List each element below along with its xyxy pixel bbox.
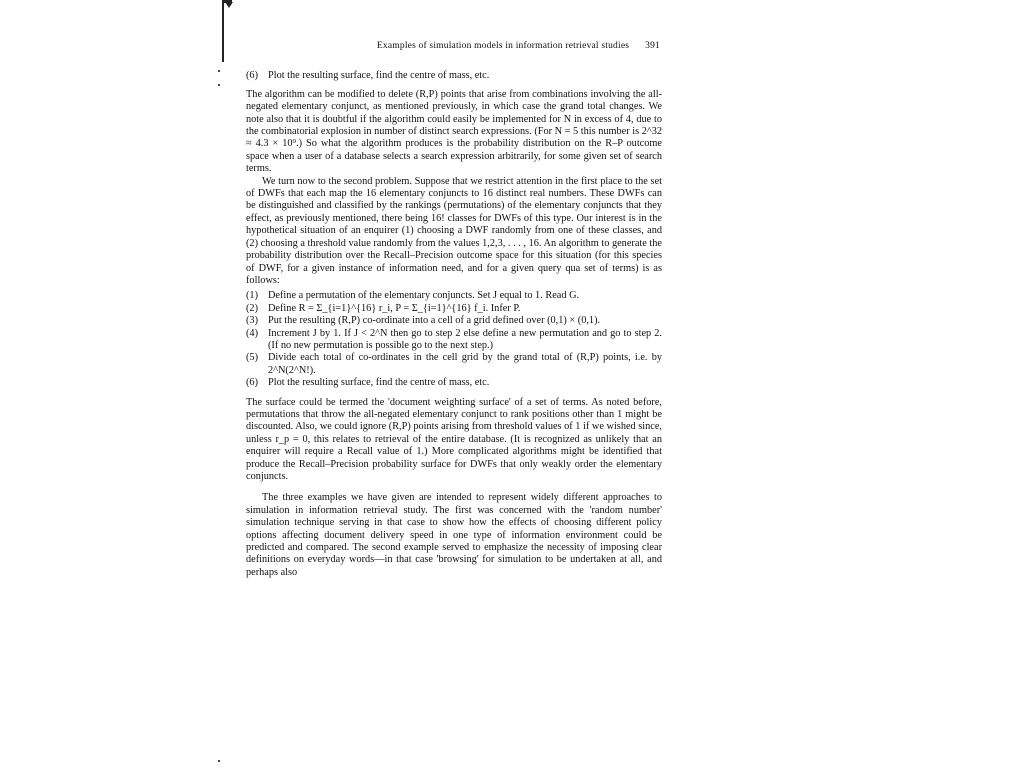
- top-item-number: (6): [246, 70, 259, 82]
- list-item: [246, 303, 662, 315]
- page-number: 391: [645, 41, 660, 51]
- step-number: (3): [246, 315, 259, 327]
- step-number: (4): [246, 327, 259, 339]
- step-text: Plot the resulting surface, find the centre of mass, etc.: [268, 377, 490, 389]
- list-item: [246, 377, 662, 389]
- paragraph-algorithm-modification: The algorithm can be modified to delete (R,P) points that arise from combinations involving the all-negated elementary conjunct, as mentioned previously, in which case the grand total changes. We note also that it is doubtful if the algorithm could easily be implemented for N in excess of 4, due to the combinatorial explosion in number of distinct search expressions. (For N = 5 this number is 2^32 ≈ 4.3 × 10⁹.) So what the algorithm produces is the probability distribution on the R–P outcome space when a user of a database selects a search expression arbitrarily, for some given set of search terms.: [246, 88, 662, 175]
- paragraph-three-examples: The three examples we have given are intended to represent widely different approaches to simulation in information retrieval study. The first was concerned with the 'random number' simulation technique serving in that case to show how the effects of choosing different policy options affecting document delivery speed in one type of information environment could be predicted and compared. The second example served to emphasize the necessity of imposing clear definitions on everyday words—in that case 'browsing' for simulation to be undertaken at all, and perhaps also: [246, 492, 662, 578]
- algorithm-steps: [246, 290, 662, 389]
- scan-arrow-mark: [225, 2, 233, 8]
- scan-speck: [218, 760, 220, 762]
- paragraph-document-weighting-surface: The surface could be termed the 'document weighting surface' of a set of terms. As noted before, permutations that throw the all-negated elementary conjunct to rank positions other than 1 might be discounted. Also, we could ignore (R,P) points arising from threshold values of 1 if we wished since, unless r_p = 0, this relates to retrieval of the entire database. (It is recognized as unlikely that an enquirer will require a Recall value of 1.) More complicated algorithms might be identified that produce the Recall–Precision probability surface for DWFs that only weakly order the elementary conjuncts.: [246, 396, 662, 482]
- scan-speck: [218, 84, 220, 86]
- running-head-title: Examples of simulation models in information retrieval studies: [376, 41, 630, 51]
- step-text: Put the resulting (R,P) co-ordinate into a cell of a grid defined over (0,1) × (0,1).: [268, 315, 601, 327]
- list-item: [246, 352, 662, 377]
- step-number: (2): [246, 302, 259, 314]
- step-number: (6): [246, 377, 259, 389]
- book-page: [246, 40, 662, 579]
- step-number: (1): [246, 290, 259, 302]
- scan-border-line: [222, 0, 224, 62]
- list-item: [246, 315, 662, 327]
- scan-speck: [218, 70, 220, 72]
- list-item: [246, 328, 662, 353]
- top-list-item: [246, 70, 662, 82]
- step-text: Increment J by 1. If J < 2^N then go to step 2 else define a new permutation and go to step 2. (If no new permutation is possible go to the next step.): [268, 327, 662, 351]
- running-head: [246, 40, 660, 52]
- list-item: [246, 290, 662, 302]
- step-text: Define a permutation of the elementary conjuncts. Set J equal to 1. Read G.: [268, 290, 580, 302]
- top-item-text: Plot the resulting surface, find the centre of mass, etc.: [268, 70, 490, 82]
- step-text: Define R = Σ_{i=1}^{16} r_i, P = Σ_{i=1}^{16} f_i. Infer P.: [268, 302, 521, 314]
- step-number: (5): [246, 352, 259, 364]
- paragraph-second-problem: We turn now to the second problem. Suppose that we restrict attention in the first place to the set of DWFs that each map the 16 elementary conjuncts to 16 distinct real numbers. These DWFs can be distinguished and classified by the rankings (permutations) of the elementary conjuncts that they effect, as previously mentioned, there being 16! classes for DWFs of this type. Our interest is in the hypothetical situation of an enquirer (1) choosing a DWF randomly from one of these classes, and (2) choosing a threshold value randomly from the values 1,2,3, . . . , 16. An algorithm to generate the probability distribution over the Recall–Precision outcome space for this situation (for this species of DWF, for a given instance of information need, and for a given query qua set of terms) is as follows:: [246, 175, 662, 286]
- step-text: Divide each total of co-ordinates in the cell grid by the grand total of (R,P) points, i.e. by 2^N(2^N!).: [268, 352, 662, 376]
